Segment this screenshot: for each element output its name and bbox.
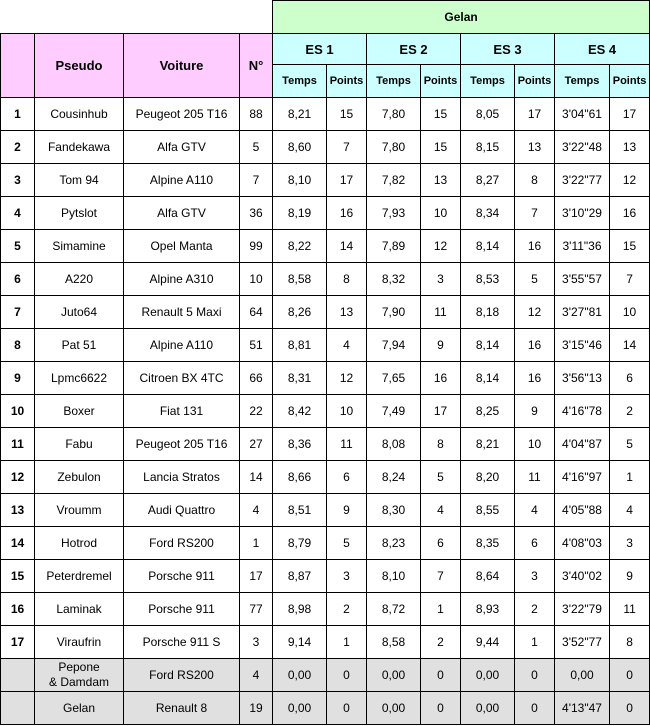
table-row [1, 263, 650, 296]
number-cell: 19 [240, 692, 273, 725]
voiture-cell: Porsche 911 S [124, 626, 240, 659]
points-cell-es3: 3 [515, 560, 555, 593]
points-cell-es2: 15 [421, 131, 461, 164]
pseudo-cell: Zebulon [35, 461, 124, 494]
points-cell-es2: 9 [421, 329, 461, 362]
time-cell-es1: 9,14 [273, 626, 327, 659]
points-cell-es2: 16 [421, 362, 461, 395]
points-cell-es4: 14 [610, 329, 650, 362]
voiture-cell: Porsche 911 [124, 593, 240, 626]
points-cell-es1: 5 [327, 527, 367, 560]
points-cell-es4: 5 [610, 428, 650, 461]
points-cell-es1: 3 [327, 560, 367, 593]
points-cell-es1: 14 [327, 230, 367, 263]
points-cell-es2: 1 [421, 593, 461, 626]
time-cell-es3: 8,25 [461, 395, 515, 428]
points-cell-es3: 16 [515, 230, 555, 263]
points-header: Points [421, 65, 461, 98]
points-cell-es1: 10 [327, 395, 367, 428]
rank-cell: 9 [1, 362, 35, 395]
voiture-cell: Alpine A110 [124, 329, 240, 362]
voiture-cell: Porsche 911 [124, 560, 240, 593]
points-cell-es1: 7 [327, 131, 367, 164]
stage-header-es1: ES 1 [273, 34, 367, 65]
points-cell-es3: 8 [515, 164, 555, 197]
points-cell-es3: 9 [515, 395, 555, 428]
voiture-cell: Opel Manta [124, 230, 240, 263]
time-cell-es4: 3'22"77 [555, 164, 610, 197]
time-cell-es4: 3'04"61 [555, 98, 610, 131]
table-row [1, 461, 650, 494]
pseudo-cell: Boxer [35, 395, 124, 428]
time-cell-es4: 0,00 [555, 659, 610, 692]
number-cell: 1 [240, 527, 273, 560]
time-cell-es1: 8,26 [273, 296, 327, 329]
rank-cell: 14 [1, 527, 35, 560]
pseudo-cell: Peterdremel [35, 560, 124, 593]
number-cell: 27 [240, 428, 273, 461]
time-cell-es1: 0,00 [273, 692, 327, 725]
number-cell: 36 [240, 197, 273, 230]
time-cell-es4: 4'08"03 [555, 527, 610, 560]
rank-cell: 16 [1, 593, 35, 626]
rank-header [1, 34, 35, 98]
points-cell-es1: 2 [327, 593, 367, 626]
voiture-cell: Alpine A310 [124, 263, 240, 296]
time-cell-es3: 8,20 [461, 461, 515, 494]
rank-cell: 7 [1, 296, 35, 329]
time-cell-es2: 7,93 [367, 197, 421, 230]
number-header: N° [240, 34, 273, 98]
points-cell-es1: 13 [327, 296, 367, 329]
voiture-cell: Ford RS200 [124, 527, 240, 560]
time-cell-es3: 8,14 [461, 230, 515, 263]
pseudo-cell: Viraufrin [35, 626, 124, 659]
time-cell-es1: 8,60 [273, 131, 327, 164]
points-cell-es1: 4 [327, 329, 367, 362]
time-cell-es1: 8,79 [273, 527, 327, 560]
table-row [1, 197, 650, 230]
table-row [1, 626, 650, 659]
time-cell-es1: 8,22 [273, 230, 327, 263]
points-cell-es4: 9 [610, 560, 650, 593]
time-cell-es2: 0,00 [367, 692, 421, 725]
time-cell-es1: 8,98 [273, 593, 327, 626]
time-cell-es4: 3'22"79 [555, 593, 610, 626]
time-cell-es3: 9,44 [461, 626, 515, 659]
pseudo-cell [35, 659, 124, 692]
number-cell: 14 [240, 461, 273, 494]
points-cell-es2: 13 [421, 164, 461, 197]
temps-header: Temps [461, 65, 515, 98]
points-header: Points [327, 65, 367, 98]
pseudo-header: Pseudo [35, 34, 124, 98]
points-cell-es4: 15 [610, 230, 650, 263]
time-cell-es3: 0,00 [461, 692, 515, 725]
number-cell: 22 [240, 395, 273, 428]
points-cell-es2: 11 [421, 296, 461, 329]
points-cell-es2: 6 [421, 527, 461, 560]
points-cell-es2: 3 [421, 263, 461, 296]
temps-header: Temps [273, 65, 327, 98]
time-cell-es2: 8,32 [367, 263, 421, 296]
points-cell-es2: 10 [421, 197, 461, 230]
time-cell-es4: 3'27"81 [555, 296, 610, 329]
points-cell-es1: 6 [327, 461, 367, 494]
time-cell-es2: 8,10 [367, 560, 421, 593]
points-cell-es1: 0 [327, 659, 367, 692]
temps-header: Temps [367, 65, 421, 98]
time-cell-es3: 8,34 [461, 197, 515, 230]
rank-cell: 5 [1, 230, 35, 263]
blank-corner [1, 1, 273, 34]
voiture-cell: Audi Quattro [124, 494, 240, 527]
time-cell-es4: 3'10"29 [555, 197, 610, 230]
table-row [1, 329, 650, 362]
table-row [1, 98, 650, 131]
pseudo-cell: A220 [35, 263, 124, 296]
points-cell-es4: 1 [610, 461, 650, 494]
time-cell-es1: 0,00 [273, 659, 327, 692]
pseudo-cell: Pytslot [35, 197, 124, 230]
number-cell: 64 [240, 296, 273, 329]
points-cell-es2: 0 [421, 692, 461, 725]
time-cell-es4: 3'40"02 [555, 560, 610, 593]
pseudo-cell: Laminak [35, 593, 124, 626]
voiture-cell: Ford RS200 [124, 659, 240, 692]
rank-cell: 12 [1, 461, 35, 494]
table-row [1, 560, 650, 593]
rank-cell: 17 [1, 626, 35, 659]
points-cell-es1: 8 [327, 263, 367, 296]
time-cell-es3: 8,14 [461, 362, 515, 395]
voiture-cell: Alfa GTV [124, 197, 240, 230]
points-cell-es2: 17 [421, 395, 461, 428]
points-cell-es4: 16 [610, 197, 650, 230]
points-header: Points [515, 65, 555, 98]
number-cell: 10 [240, 263, 273, 296]
time-cell-es4: 3'56"13 [555, 362, 610, 395]
points-cell-es2: 5 [421, 461, 461, 494]
table-row [1, 428, 650, 461]
points-cell-es4: 0 [610, 659, 650, 692]
points-cell-es3: 12 [515, 296, 555, 329]
points-cell-es3: 0 [515, 659, 555, 692]
points-cell-es3: 7 [515, 197, 555, 230]
points-cell-es3: 16 [515, 329, 555, 362]
points-cell-es2: 7 [421, 560, 461, 593]
time-cell-es3: 8,05 [461, 98, 515, 131]
number-cell: 5 [240, 131, 273, 164]
pseudo-cell: Hotrod [35, 527, 124, 560]
voiture-cell: Lancia Stratos [124, 461, 240, 494]
pseudo-cell: Fabu [35, 428, 124, 461]
voiture-cell: Citroen BX 4TC [124, 362, 240, 395]
time-cell-es2: 7,65 [367, 362, 421, 395]
time-cell-es4: 3'55"57 [555, 263, 610, 296]
rank-cell: 6 [1, 263, 35, 296]
number-cell: 51 [240, 329, 273, 362]
points-cell-es3: 10 [515, 428, 555, 461]
time-cell-es2: 8,72 [367, 593, 421, 626]
points-cell-es3: 6 [515, 527, 555, 560]
time-cell-es1: 8,19 [273, 197, 327, 230]
time-cell-es2: 8,23 [367, 527, 421, 560]
number-cell: 3 [240, 626, 273, 659]
time-cell-es4: 3'15"46 [555, 329, 610, 362]
time-cell-es1: 8,42 [273, 395, 327, 428]
points-cell-es4: 3 [610, 527, 650, 560]
time-cell-es3: 8,15 [461, 131, 515, 164]
table-row [1, 494, 650, 527]
time-cell-es3: 8,93 [461, 593, 515, 626]
time-cell-es3: 8,64 [461, 560, 515, 593]
table-row [1, 527, 650, 560]
number-cell: 7 [240, 164, 273, 197]
points-cell-es1: 1 [327, 626, 367, 659]
points-cell-es3: 4 [515, 494, 555, 527]
number-cell: 4 [240, 659, 273, 692]
time-cell-es2: 8,58 [367, 626, 421, 659]
points-cell-es3: 13 [515, 131, 555, 164]
time-cell-es2: 8,24 [367, 461, 421, 494]
rank-cell: 4 [1, 197, 35, 230]
points-cell-es3: 0 [515, 692, 555, 725]
time-cell-es4: 4'16"78 [555, 395, 610, 428]
points-cell-es3: 17 [515, 98, 555, 131]
table-row [1, 164, 650, 197]
voiture-cell: Alpine A110 [124, 164, 240, 197]
points-cell-es1: 0 [327, 692, 367, 725]
rank-cell [1, 692, 35, 725]
time-cell-es4: 4'04"87 [555, 428, 610, 461]
time-cell-es3: 8,27 [461, 164, 515, 197]
time-cell-es3: 0,00 [461, 659, 515, 692]
time-cell-es4: 3'11"36 [555, 230, 610, 263]
points-cell-es2: 4 [421, 494, 461, 527]
pseudo-cell: Simamine [35, 230, 124, 263]
time-cell-es4: 4'05"88 [555, 494, 610, 527]
time-cell-es1: 8,66 [273, 461, 327, 494]
table-row [1, 131, 650, 164]
time-cell-es3: 8,14 [461, 329, 515, 362]
time-cell-es2: 0,00 [367, 659, 421, 692]
pseudo-cell: Juto64 [35, 296, 124, 329]
rank-cell: 3 [1, 164, 35, 197]
time-cell-es1: 8,58 [273, 263, 327, 296]
table-row [1, 659, 650, 692]
number-cell: 88 [240, 98, 273, 131]
time-cell-es3: 8,55 [461, 494, 515, 527]
voiture-cell: Renault 8 [124, 692, 240, 725]
points-cell-es2: 8 [421, 428, 461, 461]
points-cell-es2: 2 [421, 626, 461, 659]
time-cell-es3: 8,21 [461, 428, 515, 461]
points-cell-es1: 12 [327, 362, 367, 395]
time-cell-es1: 8,81 [273, 329, 327, 362]
time-cell-es3: 8,35 [461, 527, 515, 560]
event-title: Gelan [273, 1, 650, 34]
points-cell-es1: 9 [327, 494, 367, 527]
table-row [1, 395, 650, 428]
points-cell-es2: 15 [421, 98, 461, 131]
number-cell: 99 [240, 230, 273, 263]
time-cell-es4: 4'13"47 [555, 692, 610, 725]
table-row [1, 593, 650, 626]
points-cell-es2: 0 [421, 659, 461, 692]
table-row [1, 692, 650, 725]
time-cell-es3: 8,53 [461, 263, 515, 296]
pseudo-cell: Lpmc6622 [35, 362, 124, 395]
table-row [1, 296, 650, 329]
temps-header: Temps [555, 65, 610, 98]
points-cell-es4: 8 [610, 626, 650, 659]
time-cell-es2: 7,49 [367, 395, 421, 428]
points-cell-es4: 17 [610, 98, 650, 131]
pseudo-line-1: Pepone [58, 660, 100, 674]
points-cell-es3: 1 [515, 626, 555, 659]
time-cell-es1: 8,87 [273, 560, 327, 593]
time-cell-es2: 7,80 [367, 131, 421, 164]
time-cell-es1: 8,31 [273, 362, 327, 395]
rank-cell: 2 [1, 131, 35, 164]
points-cell-es3: 5 [515, 263, 555, 296]
pseudo-cell: Cousinhub [35, 98, 124, 131]
points-header: Points [610, 65, 650, 98]
rank-cell: 1 [1, 98, 35, 131]
points-cell-es1: 16 [327, 197, 367, 230]
time-cell-es2: 7,89 [367, 230, 421, 263]
voiture-cell: Alfa GTV [124, 131, 240, 164]
number-cell: 17 [240, 560, 273, 593]
time-cell-es4: 3'22"48 [555, 131, 610, 164]
points-cell-es3: 11 [515, 461, 555, 494]
time-cell-es2: 7,90 [367, 296, 421, 329]
time-cell-es3: 8,18 [461, 296, 515, 329]
pseudo-cell: Pat 51 [35, 329, 124, 362]
points-cell-es4: 12 [610, 164, 650, 197]
points-cell-es4: 4 [610, 494, 650, 527]
points-cell-es4: 10 [610, 296, 650, 329]
points-cell-es3: 2 [515, 593, 555, 626]
time-cell-es1: 8,21 [273, 98, 327, 131]
table-body [1, 98, 650, 725]
time-cell-es4: 4'16"97 [555, 461, 610, 494]
stage-header-es2: ES 2 [367, 34, 461, 65]
pseudo-cell: Vroumm [35, 494, 124, 527]
pseudo-line-2: & Damdam [48, 675, 110, 689]
points-cell-es1: 17 [327, 164, 367, 197]
time-cell-es2: 7,94 [367, 329, 421, 362]
time-cell-es4: 3'52"77 [555, 626, 610, 659]
points-cell-es3: 16 [515, 362, 555, 395]
rank-cell: 15 [1, 560, 35, 593]
rank-cell: 11 [1, 428, 35, 461]
voiture-header: Voiture [124, 34, 240, 98]
stage-header-es4: ES 4 [555, 34, 650, 65]
stage-header-es3: ES 3 [461, 34, 555, 65]
points-cell-es4: 6 [610, 362, 650, 395]
time-cell-es1: 8,51 [273, 494, 327, 527]
points-cell-es4: 7 [610, 263, 650, 296]
pseudo-cell: Gelan [35, 692, 124, 725]
rank-cell: 8 [1, 329, 35, 362]
time-cell-es2: 7,80 [367, 98, 421, 131]
table-row [1, 362, 650, 395]
rank-cell: 10 [1, 395, 35, 428]
time-cell-es1: 8,36 [273, 428, 327, 461]
points-cell-es2: 12 [421, 230, 461, 263]
number-cell: 66 [240, 362, 273, 395]
time-cell-es2: 8,30 [367, 494, 421, 527]
number-cell: 4 [240, 494, 273, 527]
points-cell-es4: 0 [610, 692, 650, 725]
time-cell-es2: 7,82 [367, 164, 421, 197]
voiture-cell: Renault 5 Maxi [124, 296, 240, 329]
pseudo-cell: Fandekawa [35, 131, 124, 164]
points-cell-es4: 2 [610, 395, 650, 428]
rank-cell [1, 659, 35, 692]
voiture-cell: Peugeot 205 T16 [124, 98, 240, 131]
points-cell-es4: 11 [610, 593, 650, 626]
points-cell-es1: 15 [327, 98, 367, 131]
voiture-cell: Peugeot 205 T16 [124, 428, 240, 461]
number-cell: 77 [240, 593, 273, 626]
voiture-cell: Fiat 131 [124, 395, 240, 428]
table-row [1, 230, 650, 263]
table-header [1, 1, 650, 98]
time-cell-es2: 8,08 [367, 428, 421, 461]
time-cell-es1: 8,10 [273, 164, 327, 197]
points-cell-es4: 13 [610, 131, 650, 164]
points-cell-es1: 11 [327, 428, 367, 461]
pseudo-cell: Tom 94 [35, 164, 124, 197]
rank-cell: 13 [1, 494, 35, 527]
